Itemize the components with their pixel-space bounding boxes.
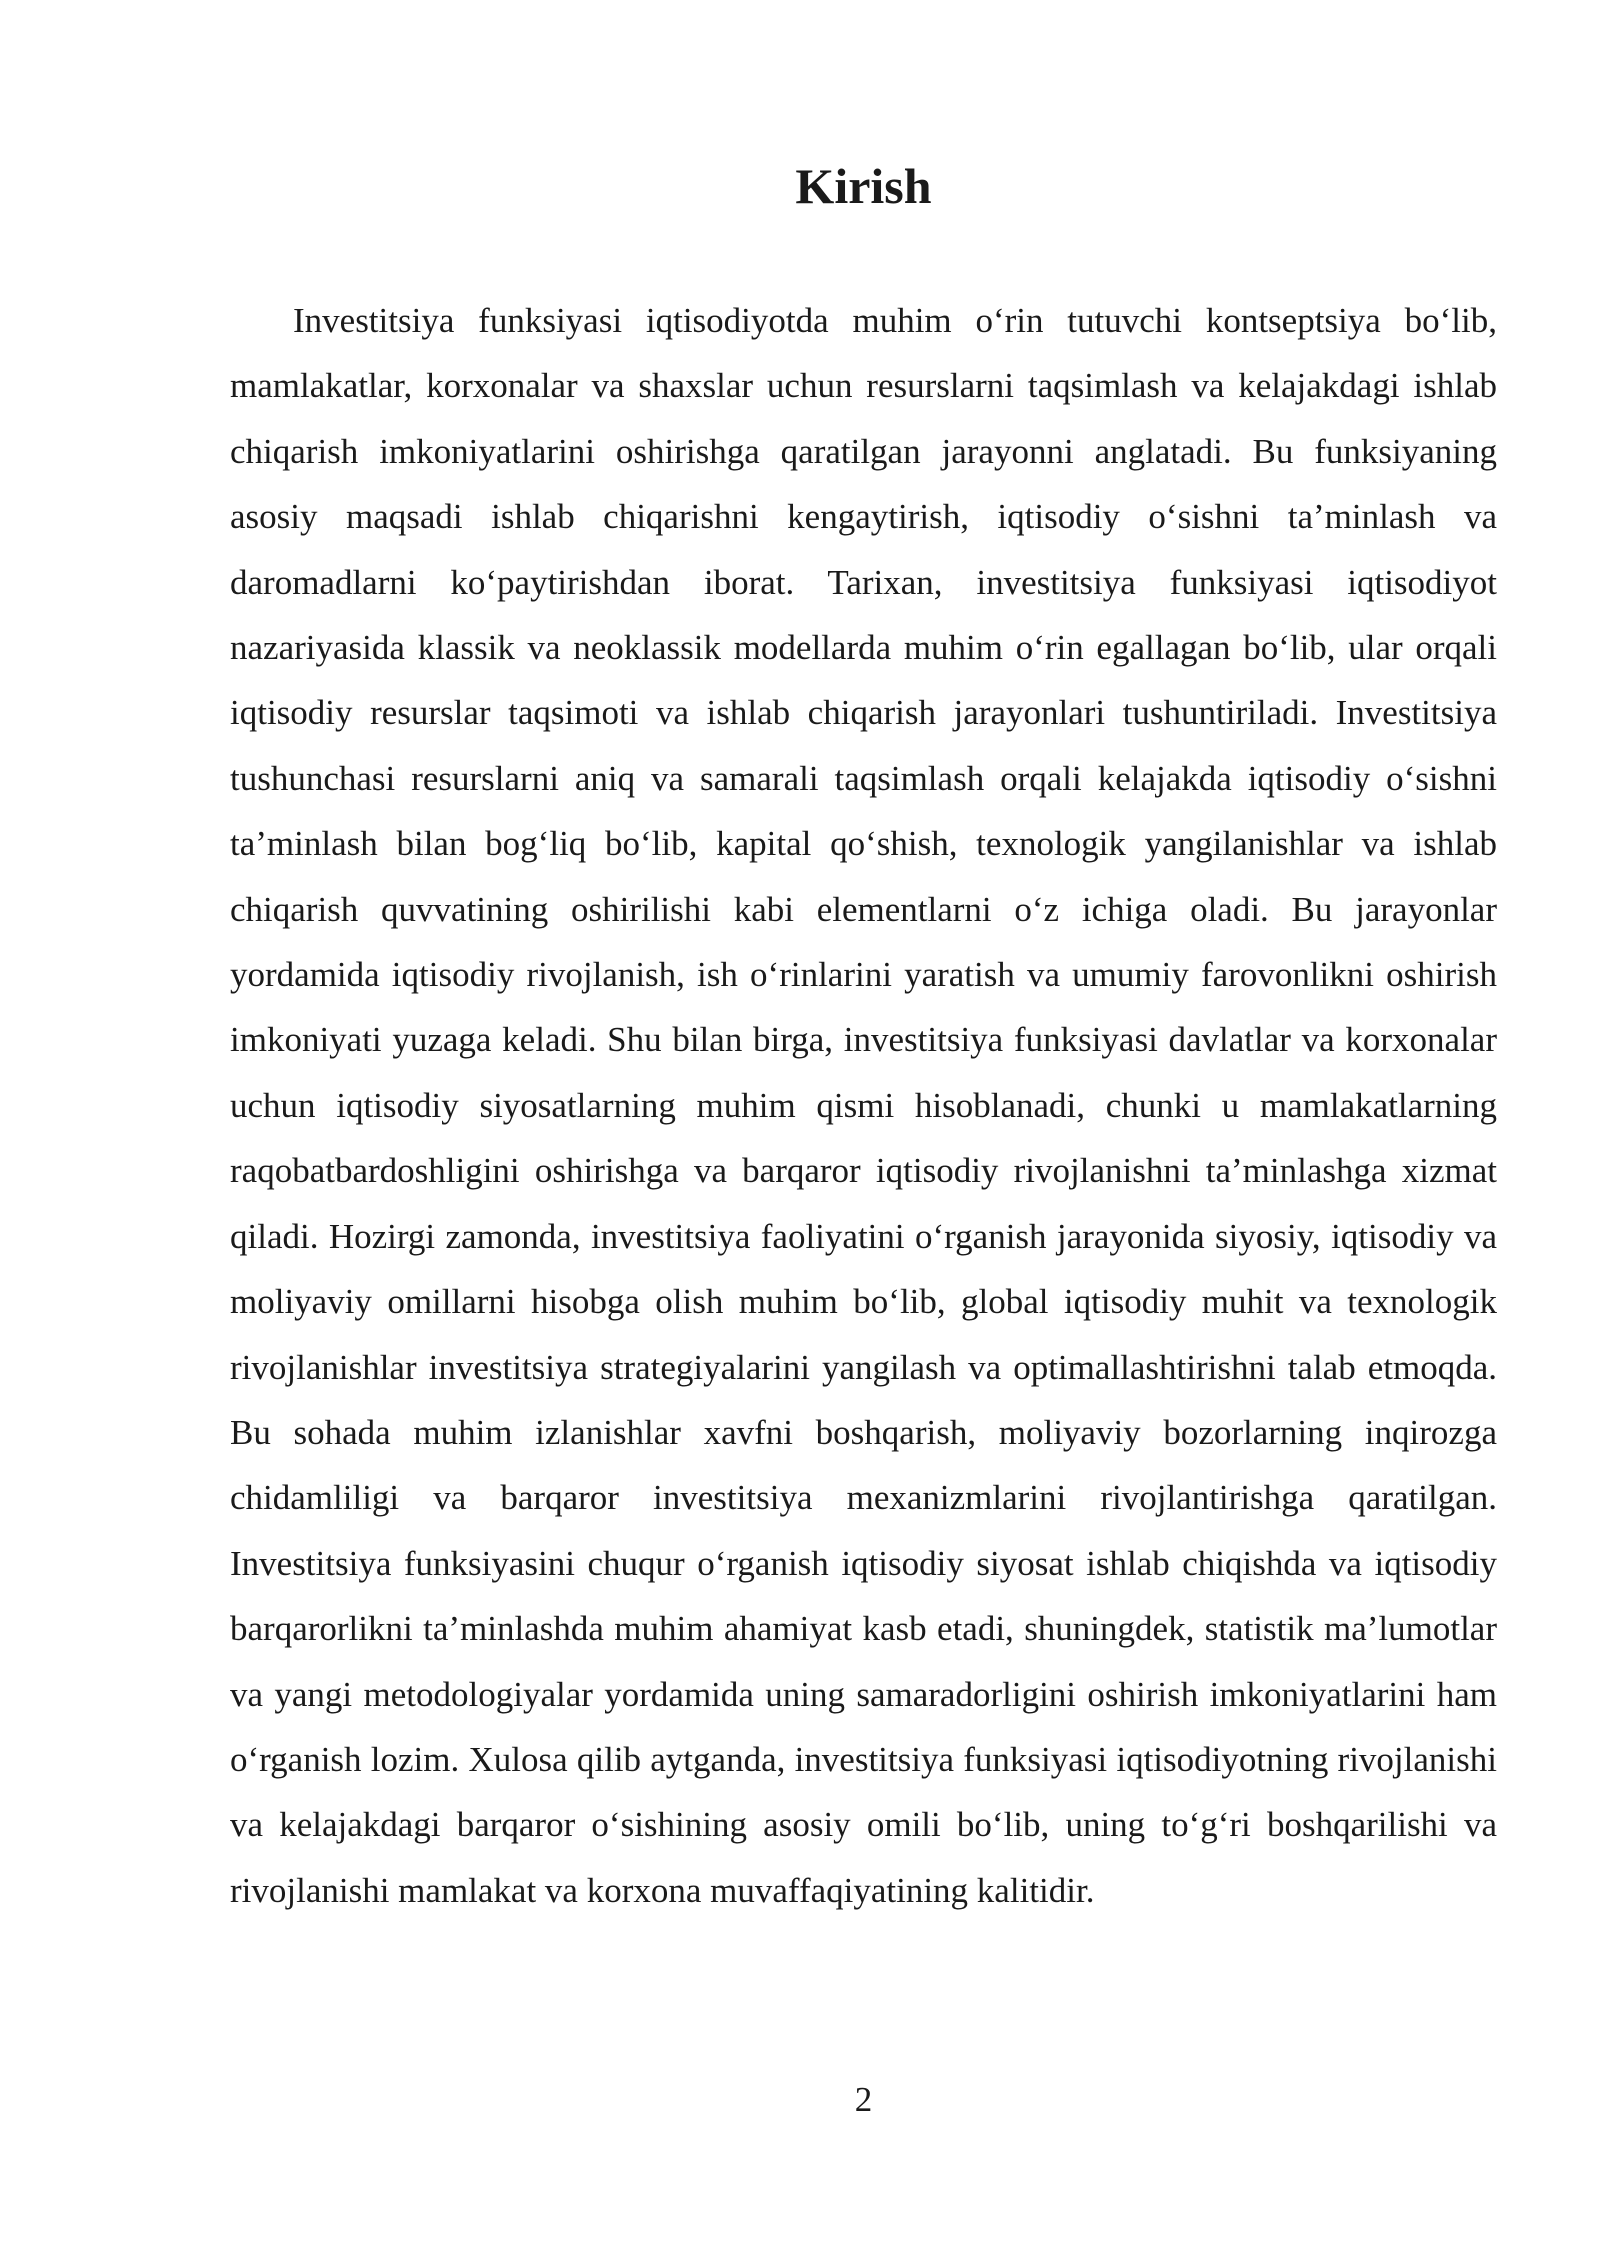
page-number: 2 [854,2080,873,2119]
body-paragraph: Investitsiya funksiyasi iqtisodiyotda muhim o‘rin tutuvchi kontseptsiya bo‘lib, mamlakatlar, korxonalar va shaxslar uchun resurslarni taqsimlash va kelajakdagi ishlab chiqarish imkoniyatlarini oshirishga qaratilgan jarayonni anglatadi. Bu funksiyaning asosiy maqsadi ishlab chiqarishni kengaytirish, iqtisodiy o‘sishni ta’minlash va daromadlarni ko‘paytirishdan iborat. Tarixan, investitsiya funksiyasi iqtisodiyot nazariyasida klassik va neoklassik modellarda muhim o‘rin egallagan bo‘lib, ular orqali iqtisodiy resurslar taqsimoti va ishlab chiqarish jarayonlari tushuntiriladi. Investitsiya tushunchasi resurslarni aniq va samarali taqsimlash orqali kelajakda iqtisodiy o‘sishni ta’minlash bilan bog‘liq bo‘lib, kapital qo‘shish, texnologik yangilanishlar va ishlab chiqarish quvvatining oshirilishi kabi elementlarni o‘z ichiga oladi. Bu jarayonlar yordamida iqtisodiy rivojlanish, ish o‘rinlarini yaratish va umumiy farovonlikni oshirish imkoniyati yuzaga keladi. Shu bilan birga, investitsiya funksiyasi davlatlar va korxonalar uchun iqtisodiy siyosatlarning muhim qismi hisoblanadi, chunki u mamlakatlarning raqobatbardoshligini oshirishga va barqaror iqtisodiy rivojlanishni ta’minlashga xizmat qiladi. Hozirgi zamonda, investitsiya faoliyatini o‘rganish jarayonida siyosiy, iqtisodiy va moliyaviy omillarni hisobga olish muhim bo‘lib, global iqtisodiy muhit va texnologik rivojlanishlar investitsiya strategiyalarini yangilash va optimallashtirishni talab etmoqda. Bu sohada muhim izlanishlar xavfni boshqarish, moliyaviy bozorlarning inqirozga chidamliligi va barqaror investitsiya mexanizmlarini rivojlantirishga qaratilgan. Investitsiya funksiyasini chuqur o‘rganish iqtisodiy siyosat ishlab chiqishda va iqtisodiy barqarorlikni ta’minlashda muhim ahamiyat kasb etadi, shuningdek, statistik ma’lumotlar va yangi metodologiyalar yordamida uning samaradorligini oshirish imkoniyatlarini ham o‘rganish lozim. Xulosa qilib aytganda, investitsiya funksiyasi iqtisodiyotning rivojlanishi va kelajakdagi barqaror o‘sishining asosiy omili bo‘lib, uning to‘g‘ri boshqarilishi va rivojlanishi mamlakat va korxona muvaffaqiyatining kalitidir. [230,301,1497,1910]
page-title: Kirish [795,158,932,214]
